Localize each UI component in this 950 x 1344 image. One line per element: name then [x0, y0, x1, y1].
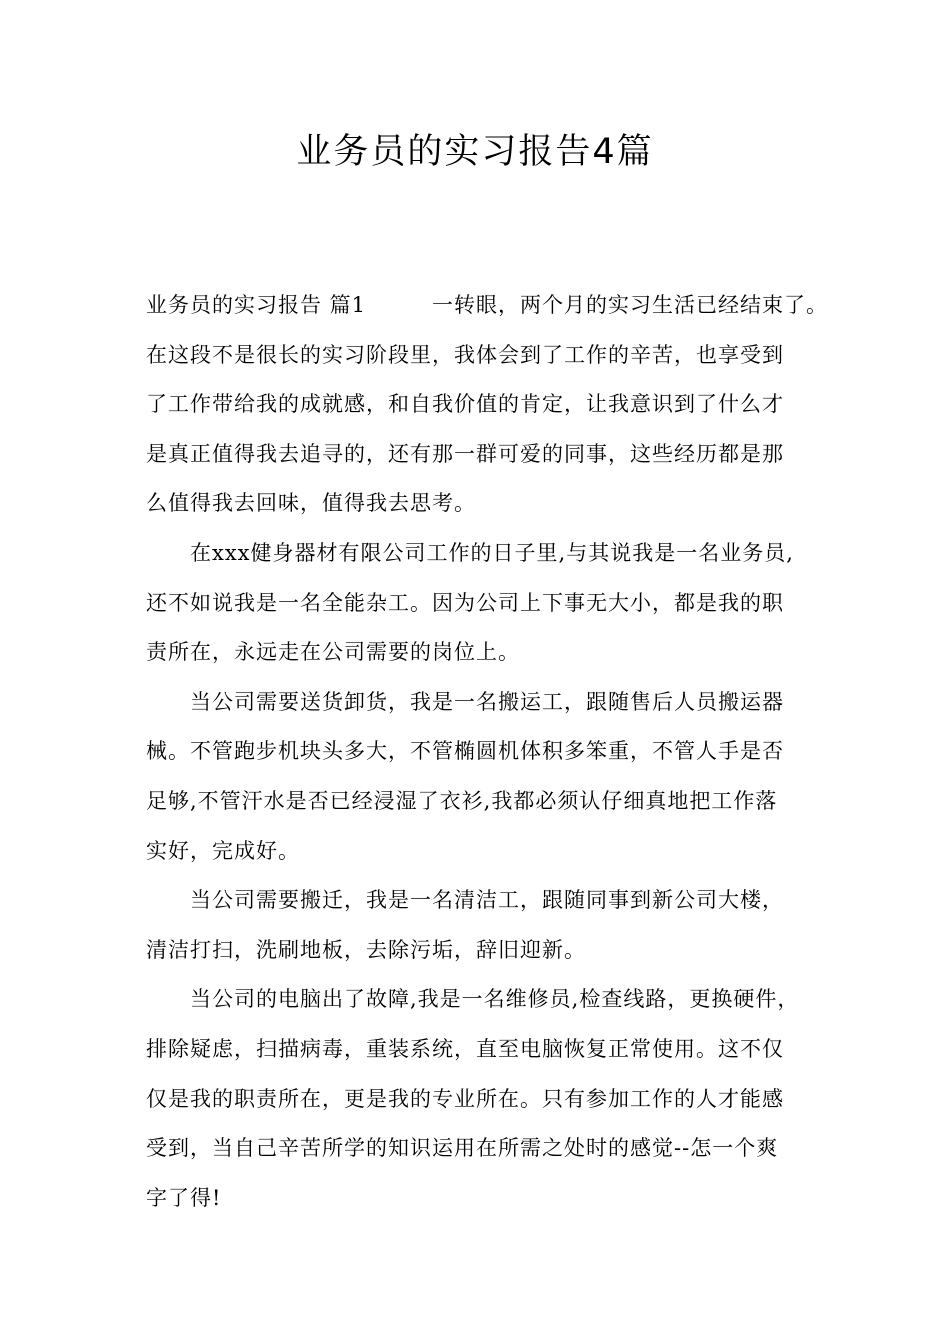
- text-line: 清洁打扫，洗刷地板，去除污垢，辞旧迎新。: [146, 937, 586, 962]
- text-line: 当公司需要搬迁，我是一名清洁工，跟随同事到新公司大楼，: [190, 888, 784, 913]
- text-line: 实好，完成好。: [146, 838, 300, 863]
- text-line: 当公司需要送货卸货，我是一名搬运工，跟随售后人员搬运器: [190, 689, 784, 714]
- text-line: 责所在，永远走在公司需要的岗位上。: [146, 640, 520, 665]
- text-line: 是真正值得我去追寻的，还有那一群可爱的同事，这些经历都是那: [146, 441, 784, 466]
- text-line: 业务员的实习报告 篇1 一转眼，两个月的实习生活已经结束了。: [146, 293, 829, 317]
- text-line: 械。不管跑步机块头多大，不管椭圆机体积多笨重，不管人手是否: [146, 739, 784, 764]
- text-line: 排除疑虑，扫描病毒，重装系统，直至电脑恢复正常使用。这不仅: [146, 1036, 784, 1061]
- document-body: [146, 281, 836, 1223]
- text-line: 足够,不管汗水是否已经浸湿了衣衫,我都必须认仔细真地把工作落: [146, 788, 778, 813]
- document-title: 业务员的实习报告4篇: [296, 132, 654, 172]
- text-line: 仅是我的职责所在，更是我的专业所在。只有参加工作的人才能感: [146, 1086, 784, 1111]
- text-line: 了工作带给我的成就感，和自我价值的肯定，让我意识到了什么才: [146, 392, 784, 417]
- text-line: 还不如说我是一名全能杂工。因为公司上下事无大小，都是我的职: [146, 590, 784, 615]
- text-line: 在xxx健身器材有限公司工作的日子里,与其说我是一名业务员,: [190, 540, 794, 565]
- text-line: 么值得我去回味，值得我去思考。: [146, 491, 476, 516]
- text-line: 受到，当自己辛苦所学的知识运用在所需之处时的感觉--怎一个爽: [146, 1136, 779, 1161]
- text-line: 字了得!: [146, 1185, 222, 1210]
- text-line: 在这段不是很长的实习阶段里，我体会到了工作的辛苦，也享受到: [146, 342, 784, 367]
- text-line: 当公司的电脑出了故障,我是一名维修员,检查线路，更换硬件，: [190, 987, 800, 1012]
